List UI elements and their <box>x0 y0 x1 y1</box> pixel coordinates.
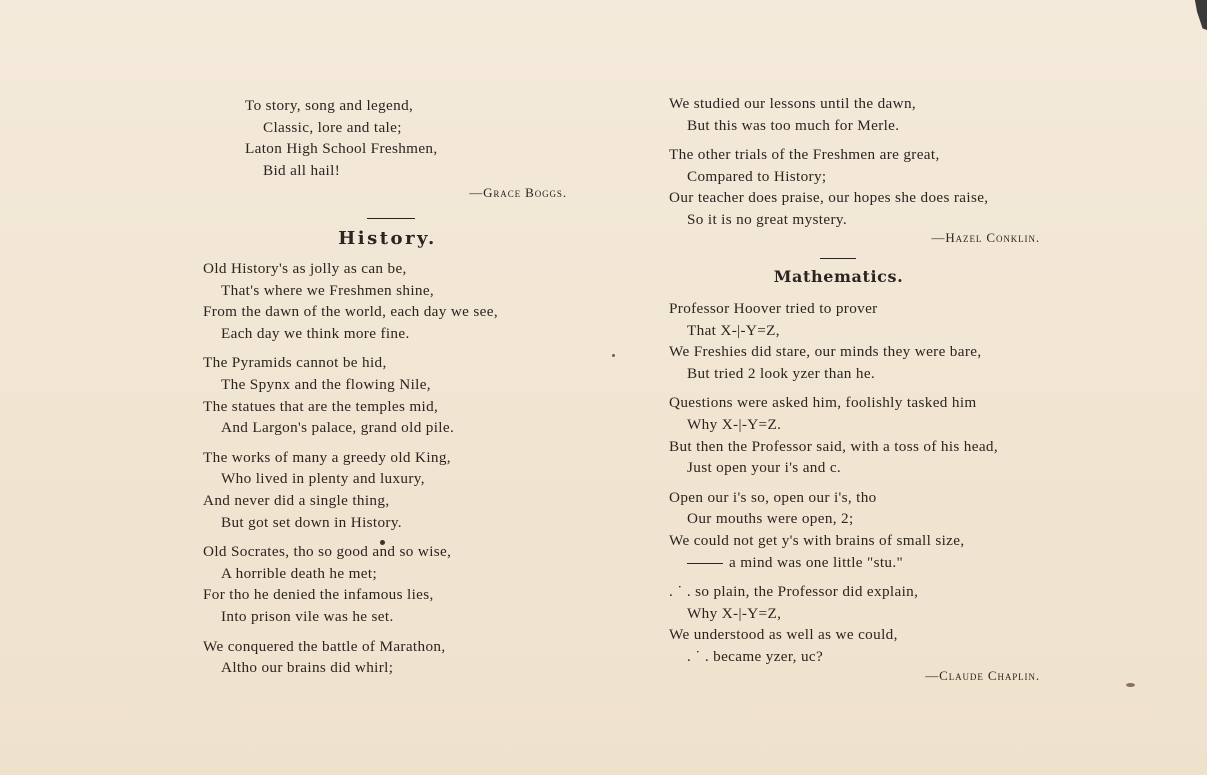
poem-line: That's where we Freshmen shine, <box>221 281 435 299</box>
stanza <box>203 541 583 627</box>
stanza <box>203 352 583 438</box>
author-signature: —Hazel Conklin. <box>931 230 1040 245</box>
stanza <box>669 392 1087 478</box>
stanza <box>669 581 1087 667</box>
poem-line: Each day we think more fine. <box>221 324 410 342</box>
poem-line: The works of many a greedy old King, <box>203 448 451 466</box>
poem-line: Our teacher does praise, our hopes she does raise, <box>669 189 989 207</box>
poem-line: From the dawn of the world, each day we see, <box>203 303 499 321</box>
history-poem-continued <box>669 93 1087 231</box>
poem-line: We conquered the battle of Marathon, <box>203 637 446 655</box>
poem-line: Questions were asked him, foolishly tasked him <box>669 394 977 412</box>
stanza <box>203 636 583 679</box>
stanza <box>669 487 1087 573</box>
stanza <box>669 298 1087 384</box>
stanza <box>669 93 1087 136</box>
poem-line: For tho he denied the infamous lies, <box>203 586 434 604</box>
poem-line: A horrible death he met; <box>221 564 378 582</box>
poem-line: Open our i's so, open our i's, tho <box>669 488 877 506</box>
poem-line: So it is no great mystery. <box>687 210 847 228</box>
paper-speck <box>1126 683 1135 687</box>
author-signature: —Grace Boggs. <box>469 185 567 200</box>
poem-line: . ˙ . became yzer, uc? <box>687 647 824 665</box>
poem-line: But got set down in History. <box>221 513 402 531</box>
paper-speck <box>612 354 615 357</box>
poem-line: Who lived in plenty and luxury, <box>221 470 425 488</box>
stanza <box>203 258 583 344</box>
poem-line: Old History's as jolly as can be, <box>203 260 407 277</box>
poem-line: To story, song and legend, <box>245 97 414 114</box>
history-poem <box>203 258 583 679</box>
poem-line: But then the Professor said, with a toss of his head, <box>669 437 999 455</box>
poem-line-text: a mind was one little "stu." <box>729 553 904 571</box>
poem-line: The statues that are the temples mid, <box>203 397 439 415</box>
section-divider <box>367 218 415 219</box>
poem-line: Old Socrates, tho so good and so wise, <box>203 543 452 561</box>
page-corner-shadow <box>1185 0 1207 30</box>
section-divider <box>820 258 856 259</box>
poem-line: But this was too much for Merle. <box>687 116 900 134</box>
poem-line: We could not get y's with brains of small size, <box>669 531 965 549</box>
poem-line: Classic, lore and tale; <box>263 118 402 136</box>
poem-line: Compared to History; <box>687 167 827 185</box>
poem-line: Professor Hoover tried to prover <box>669 300 878 317</box>
poem-line: Why X-|-Y=Z, <box>687 604 782 622</box>
intro-poem <box>245 95 575 181</box>
poem-line: . ˙ . so plain, the Professor did explain, <box>669 583 919 601</box>
poem-line: We studied our lessons until the dawn, <box>669 95 917 112</box>
poem-line: Our mouths were open, 2; <box>687 510 854 528</box>
poem-line: Laton High School Freshmen, <box>245 140 438 158</box>
poem-line: But tried 2 look yzer than he. <box>687 364 876 382</box>
stanza <box>203 447 583 533</box>
poem-line: We understood as well as we could, <box>669 626 898 644</box>
poem-line: Into prison vile was he set. <box>221 607 394 625</box>
section-title-mathematics: Mathematics. <box>773 267 904 286</box>
poem-line: Altho our brains did whirl; <box>221 659 394 677</box>
poem-line: Just open your i's and c. <box>687 459 842 477</box>
poem-line: That X-|-Y=Z, <box>687 321 780 339</box>
poem-line: The Pyramids cannot be hid, <box>203 354 387 372</box>
poem-line: And Largon's palace, grand old pile. <box>221 419 455 437</box>
poem-line: Bid all hail! <box>263 161 341 179</box>
poem-line: Why X-|-Y=Z. <box>687 415 782 433</box>
mathematics-poem <box>669 298 1087 668</box>
section-title-history: History. <box>338 228 437 249</box>
poem-line: The Spynx and the flowing Nile, <box>221 375 431 393</box>
author-signature: —Claude Chaplin. <box>925 668 1040 683</box>
poem-line: The other trials of the Freshmen are great, <box>669 146 940 164</box>
poem-line: And never did a single thing, <box>203 491 390 509</box>
stanza <box>669 144 1087 230</box>
poem-line <box>669 552 1087 574</box>
em-dash-rule <box>687 563 723 564</box>
poem-line: We Freshies did stare, our minds they were bare, <box>669 343 982 361</box>
